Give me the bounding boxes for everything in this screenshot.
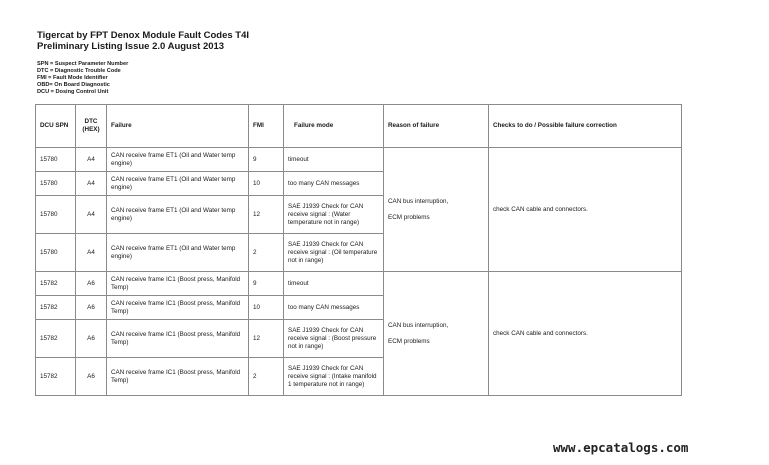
- header-dtc: [76, 105, 107, 148]
- cell-failure: CAN receive frame ET1 (Oil and Water temp engine): [107, 196, 249, 234]
- cell-spn: 15782: [36, 272, 76, 296]
- header-fmi: FMI: [249, 105, 284, 148]
- cell-spn: 15780: [36, 234, 76, 272]
- legend-item-obd: OBD= On Board Diagnostic: [37, 82, 110, 88]
- cell-dtc: A4: [76, 196, 107, 234]
- cell-failure: CAN receive frame IC1 (Boost press, Manifold Temp): [107, 320, 249, 358]
- cell-failure: CAN receive frame IC1 (Boost press, Manifold Temp): [107, 272, 249, 296]
- reason-line-1: CAN bus interruption,: [388, 321, 449, 329]
- cell-dtc: A4: [76, 148, 107, 172]
- cell-fmi: 10: [249, 296, 284, 320]
- cell-failure-mode: too many CAN messages: [284, 172, 384, 196]
- cell-checks: check CAN cable and connectors.: [489, 148, 682, 272]
- cell-dtc: A4: [76, 234, 107, 272]
- cell-failure: CAN receive frame ET1 (Oil and Water temp engine): [107, 234, 249, 272]
- cell-fmi: 9: [249, 272, 284, 296]
- cell-fmi: 2: [249, 358, 284, 396]
- cell-failure: CAN receive frame IC1 (Boost press, Manifold Temp): [107, 296, 249, 320]
- header-dtc-line-1: DTC: [84, 118, 98, 125]
- cell-failure: CAN receive frame ET1 (Oil and Water temp engine): [107, 172, 249, 196]
- cell-failure-mode: SAE J1939 Check for CAN receive signal : (Intake manifold 1 temperature not in range): [284, 358, 384, 396]
- cell-reason: [384, 272, 489, 396]
- cell-failure: CAN receive frame ET1 (Oil and Water temp engine): [107, 148, 249, 172]
- table-row: [36, 272, 682, 296]
- cell-dtc: A6: [76, 320, 107, 358]
- legend-item-fmi: FMI = Fault Mode Identifier: [37, 75, 108, 81]
- header-failure: Failure: [107, 105, 249, 148]
- cell-failure-mode: too many CAN messages: [284, 296, 384, 320]
- cell-fmi: 2: [249, 234, 284, 272]
- cell-fmi: 10: [249, 172, 284, 196]
- cell-dtc: A6: [76, 358, 107, 396]
- cell-dtc: A4: [76, 172, 107, 196]
- cell-failure-mode: timeout: [284, 148, 384, 172]
- cell-failure-mode: SAE J1939 Check for CAN receive signal : (Boost pressure not in range): [284, 320, 384, 358]
- reason-line-2: ECM problems: [388, 213, 430, 221]
- cell-fmi: 12: [249, 196, 284, 234]
- cell-fmi: 12: [249, 320, 284, 358]
- cell-failure-mode: SAE J1939 Check for CAN receive signal : (Oil temperature not in range): [284, 234, 384, 272]
- cell-spn: 15782: [36, 320, 76, 358]
- abbreviation-legend: [37, 61, 128, 96]
- cell-spn: 15780: [36, 196, 76, 234]
- header-dcu-spn: DCU SPN: [36, 105, 76, 148]
- cell-dtc: A6: [76, 272, 107, 296]
- title-line-1: Tigercat by FPT Denox Module Fault Codes T4I: [37, 30, 250, 41]
- cell-spn: 15782: [36, 358, 76, 396]
- cell-spn: 15782: [36, 296, 76, 320]
- header-checks: Checks to do / Possible failure correction: [489, 105, 682, 148]
- header-dtc-line-2: (HEX): [82, 126, 100, 133]
- reason-line-1: CAN bus interruption,: [388, 197, 449, 205]
- table-header-row: [36, 105, 682, 148]
- legend-item-dcu: DCU = Dosing Control Unit: [37, 89, 109, 95]
- cell-reason: [384, 148, 489, 272]
- header-failure-mode: Failure mode: [284, 105, 384, 148]
- reason-line-2: ECM problems: [388, 337, 430, 345]
- legend-item-dtc: DTC = Diagnostic Trouble Code: [37, 68, 121, 74]
- cell-failure-mode: SAE J1939 Check for CAN receive signal : (Water temperature not in range): [284, 196, 384, 234]
- cell-checks: check CAN cable and connectors.: [489, 272, 682, 396]
- fault-codes-table: [35, 104, 682, 396]
- document-title: [37, 30, 249, 52]
- cell-fmi: 9: [249, 148, 284, 172]
- header-reason: Reason of failure: [384, 105, 489, 148]
- cell-dtc: A6: [76, 296, 107, 320]
- cell-spn: 15780: [36, 148, 76, 172]
- title-line-2: Preliminary Listing Issue 2.0 August 2013: [37, 41, 225, 52]
- watermark-text: www.epcatalogs.com: [553, 440, 689, 455]
- legend-item-spn: SPN = Suspect Parameter Number: [37, 61, 129, 67]
- cell-failure-mode: timeout: [284, 272, 384, 296]
- table-row: [36, 148, 682, 172]
- cell-spn: 15780: [36, 172, 76, 196]
- cell-failure: CAN receive frame IC1 (Boost press, Manifold Temp): [107, 358, 249, 396]
